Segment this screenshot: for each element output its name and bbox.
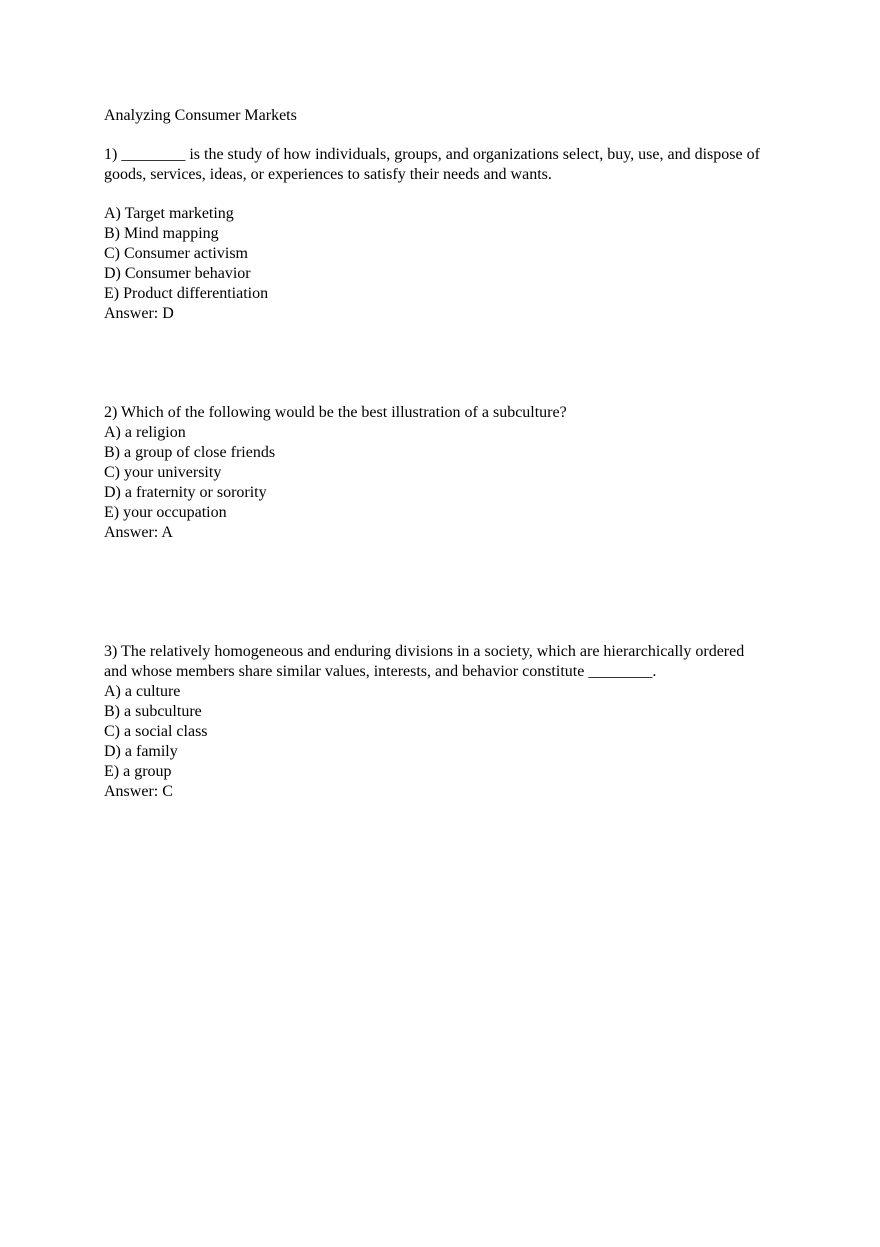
option-c: C) Consumer activism [104,245,248,262]
option-e: E) your occupation [104,504,227,521]
option-list [104,682,764,782]
question-1 [104,145,764,324]
answer-line: Answer: A [104,524,173,541]
question-stem: 2) Which of the following would be the best illustration of a subculture? [104,404,567,421]
option-list [104,423,764,523]
option-b: B) Mind mapping [104,225,219,242]
document-title: Analyzing Consumer Markets [104,107,297,124]
question-stem: 3) The relatively homogeneous and enduring divisions in a society, which are hierarchically ordered and whose members share similar values, interests, and behavior constitute ________. [104,643,745,680]
question-2 [104,403,764,543]
option-d: D) a fraternity or sorority [104,484,267,501]
option-a: A) a culture [104,683,181,700]
option-d: D) a family [104,743,178,760]
option-e: E) a group [104,763,172,780]
answer-line: Answer: C [104,783,173,800]
option-b: B) a subculture [104,703,202,720]
option-d: D) Consumer behavior [104,265,251,282]
option-b: B) a group of close friends [104,444,276,461]
question-stem: 1) ________ is the study of how individuals, groups, and organizations select, buy, use, and dispose of goods, services, ideas, or experiences to satisfy their needs and wants. [104,146,760,183]
option-a: A) Target marketing [104,205,234,222]
option-list [104,204,764,304]
option-e: E) Product differentiation [104,285,269,302]
option-c: C) your university [104,464,222,481]
answer-line: Answer: D [104,305,174,322]
option-c: C) a social class [104,723,208,740]
question-3 [104,642,764,802]
document-page [104,106,764,802]
option-a: A) a religion [104,424,186,441]
